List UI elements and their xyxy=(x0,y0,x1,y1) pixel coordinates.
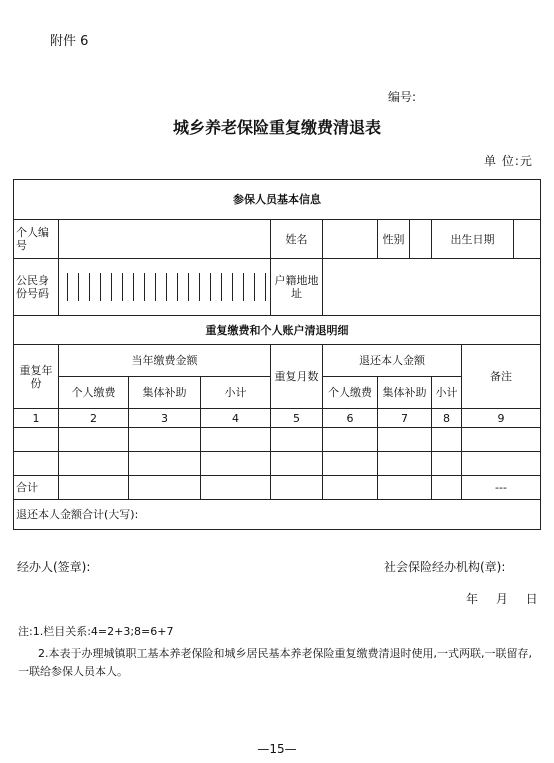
form-title: 城乡养老保险重复缴费清退表 xyxy=(172,118,381,137)
serial-number-label: 编号: xyxy=(388,90,417,104)
birth-date-value[interactable] xyxy=(514,220,541,259)
refund-personal-pay-header: 个人缴费 xyxy=(323,377,378,409)
gender-label: 性别 xyxy=(378,220,410,259)
name-label: 姓名 xyxy=(271,220,323,259)
id-number-boxes[interactable] xyxy=(59,259,271,316)
table-row xyxy=(14,428,541,452)
id-number-label: 公民身份号码 xyxy=(14,259,59,316)
remarks-header: 备注 xyxy=(462,345,541,409)
gender-value[interactable] xyxy=(410,220,432,259)
refund-total-label[interactable]: 退还本人金额合计(大写): xyxy=(14,500,541,530)
birth-date-label: 出生日期 xyxy=(432,220,514,259)
col-number: 8 xyxy=(432,409,462,428)
note-1: 注:1.栏目关系:4=2+3;8=6+7 xyxy=(18,625,174,638)
col-number: 4 xyxy=(201,409,271,428)
refund-collective-subsidy-header: 集体补助 xyxy=(378,377,432,409)
attachment-label: 附件 6 xyxy=(50,34,89,49)
collective-subsidy-header: 集体补助 xyxy=(129,377,201,409)
col-number: 5 xyxy=(271,409,323,428)
col-number: 6 xyxy=(323,409,378,428)
total-remark: --- xyxy=(462,476,541,500)
personal-number-value[interactable] xyxy=(59,220,271,259)
col-number: 9 xyxy=(462,409,541,428)
dup-months-header: 重复月数 xyxy=(271,345,323,409)
total-label: 合计 xyxy=(14,476,59,500)
section-refund-detail: 重复缴费和个人账户清退明细 xyxy=(14,316,541,345)
section-basic-info: 参保人员基本信息 xyxy=(14,180,541,220)
dup-year-header: 重复年份 xyxy=(14,345,59,409)
agency-seal-label: 社会保险经办机构(章): xyxy=(384,560,506,574)
refund-subtotal-header: 小计 xyxy=(432,377,462,409)
refund-form-table xyxy=(13,179,541,530)
personal-number-label: 个人编号 xyxy=(14,220,59,259)
table-row-total xyxy=(14,476,541,500)
household-address-label: 户籍地地址 xyxy=(271,259,323,316)
annual-contribution-header: 当年缴费金额 xyxy=(59,345,271,377)
note-2: 2.本表于办理城镇职工基本养老保险和城乡居民基本养老保险重复缴费清退时使用,一式两联,一联留存,一联给参保人员本人。 xyxy=(18,647,532,678)
col-number: 1 xyxy=(14,409,59,428)
date-label: 年 月 日 xyxy=(466,592,538,606)
subtotal-header: 小计 xyxy=(201,377,271,409)
col-number: 7 xyxy=(378,409,432,428)
personal-pay-header: 个人缴费 xyxy=(59,377,129,409)
handler-signature-label: 经办人(签章): xyxy=(17,560,91,574)
col-number: 3 xyxy=(129,409,201,428)
refund-amount-header: 退还本人金额 xyxy=(323,345,462,377)
household-address-value[interactable] xyxy=(323,259,541,316)
col-number: 2 xyxy=(59,409,129,428)
name-value[interactable] xyxy=(323,220,378,259)
table-row xyxy=(14,452,541,476)
page-number: —15— xyxy=(257,742,297,756)
unit-label: 单 位:元 xyxy=(484,154,533,168)
